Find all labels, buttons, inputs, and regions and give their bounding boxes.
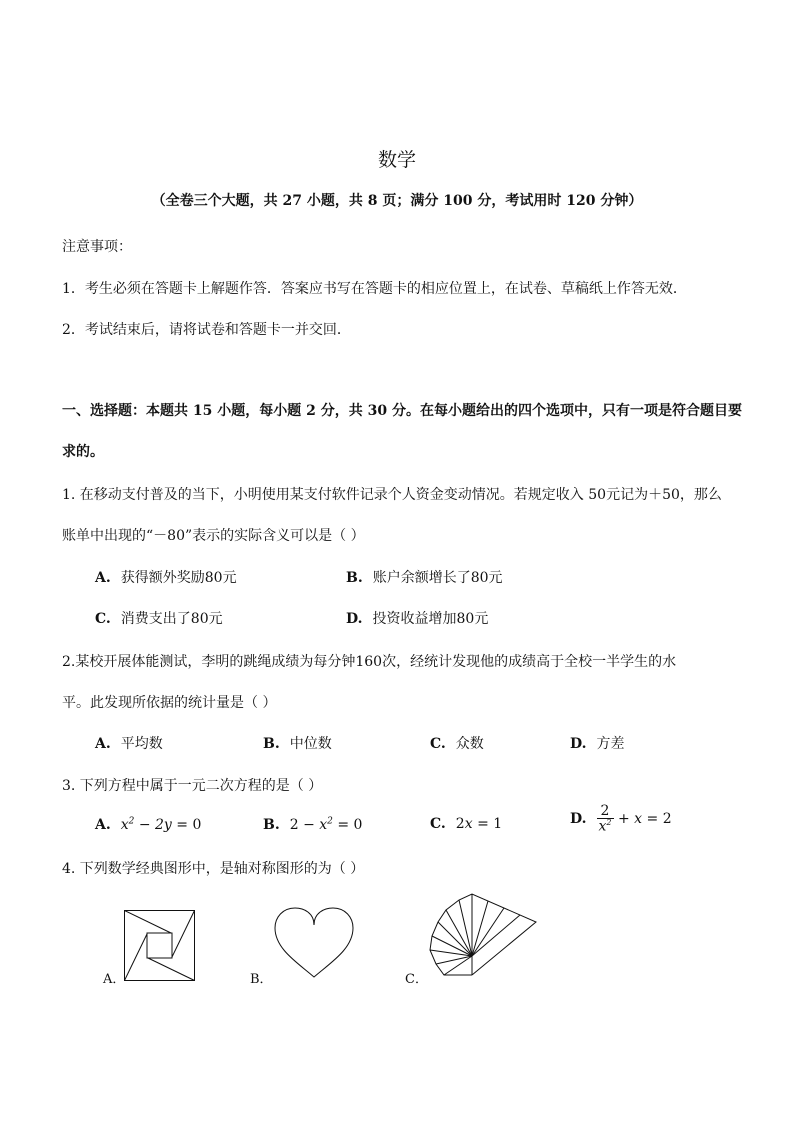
figure-b-label: B． [250, 972, 273, 987]
question-3-line1: 3. 下列方程中属于一元二次方程的是（ ） [62, 778, 323, 794]
question-1-line1: 1. 在移动支付普及的当下，小明使用某支付软件记录个人资金变动情况。若规定收入 50元记为＋50，那么 [62, 487, 722, 503]
option-label: B. [263, 816, 280, 833]
option-text: 获得额外奖励80元 [120, 570, 237, 586]
equation-c: 2x = 1 [455, 816, 503, 832]
option-label: B. [263, 736, 280, 752]
option-label: C. [95, 611, 111, 627]
question-4-line1: 4. 下列数学经典图形中，是轴对称图形的为（ ） [62, 861, 365, 877]
option-text: 平均数 [120, 736, 163, 752]
notice-item-1: 1．考生必须在答题卡上解题作答．答案应书写在答题卡的相应位置上，在试卷、草稿纸上作答无效． [62, 281, 687, 297]
option-label: D. [570, 810, 587, 827]
spiral-triangles-figure [426, 892, 538, 980]
option-label: A. [95, 570, 111, 586]
option-label: D. [346, 611, 363, 627]
option-text: 消费支出了80元 [120, 611, 223, 627]
notice-item-2: 2．考试结束后，请将试卷和答题卡一并交回． [62, 322, 351, 338]
option-text: 众数 [455, 736, 484, 752]
page-title: 数学 [377, 149, 416, 171]
section-heading: 一、选择题：本题共 15 小题，每小题 2 分，共 30 分。在每小题给出的四个选项中，只有一项是符合题目要 [62, 403, 742, 419]
q1-option-d [346, 608, 488, 628]
heart-figure [274, 907, 354, 979]
q2-option-c [430, 733, 484, 753]
option-label: A. [95, 816, 111, 833]
exam-info: （全卷三个大题，共 27 小题，共 8 页；满分 100 分，考试用时 120 分钟） [151, 193, 643, 209]
question-1-line2: 账单中出现的“－80”表示的实际含义可以是（ ） [62, 528, 365, 544]
q1-option-c [95, 608, 223, 628]
pinwheel-square-figure [124, 910, 196, 982]
option-label: C. [430, 736, 446, 752]
option-label: D. [570, 736, 587, 752]
question-2-line1: 2.某校开展体能测试，李明的跳绳成绩为每分钟160次，经统计发现他的成绩高于全校一半学生的水 [62, 654, 677, 670]
option-text: 中位数 [289, 736, 332, 752]
option-text: 账户余额增长了80元 [372, 570, 503, 586]
q2-option-b [263, 733, 332, 753]
q1-option-a [95, 567, 237, 587]
question-2-line2: 平。此发现所依据的统计量是（ ） [62, 695, 277, 711]
q3-option-d [570, 804, 672, 834]
option-text: 方差 [596, 736, 625, 752]
figure-c-label: C． [405, 972, 428, 987]
option-label: C. [430, 816, 446, 832]
notice-heading: 注意事项： [62, 239, 132, 255]
q3-option-c [430, 816, 502, 832]
equation-d: $\frac{2}{x^2}$ + x = 2 [598, 803, 672, 835]
equation-b: $2 - x^2 = 0$ [289, 816, 363, 833]
option-label: B. [346, 570, 363, 586]
option-text: 投资收益增加80元 [372, 611, 489, 627]
option-label: A. [95, 736, 111, 752]
q3-option-b [263, 816, 362, 833]
q2-option-d [570, 733, 625, 753]
figure-a-label: A． [103, 972, 126, 987]
q2-option-a [95, 733, 163, 753]
equation-a: $x^2 - 2y = 0$ [120, 816, 202, 833]
q3-option-a [95, 816, 201, 833]
q1-option-b [346, 567, 503, 587]
section-heading-cont: 求的。 [62, 444, 104, 460]
